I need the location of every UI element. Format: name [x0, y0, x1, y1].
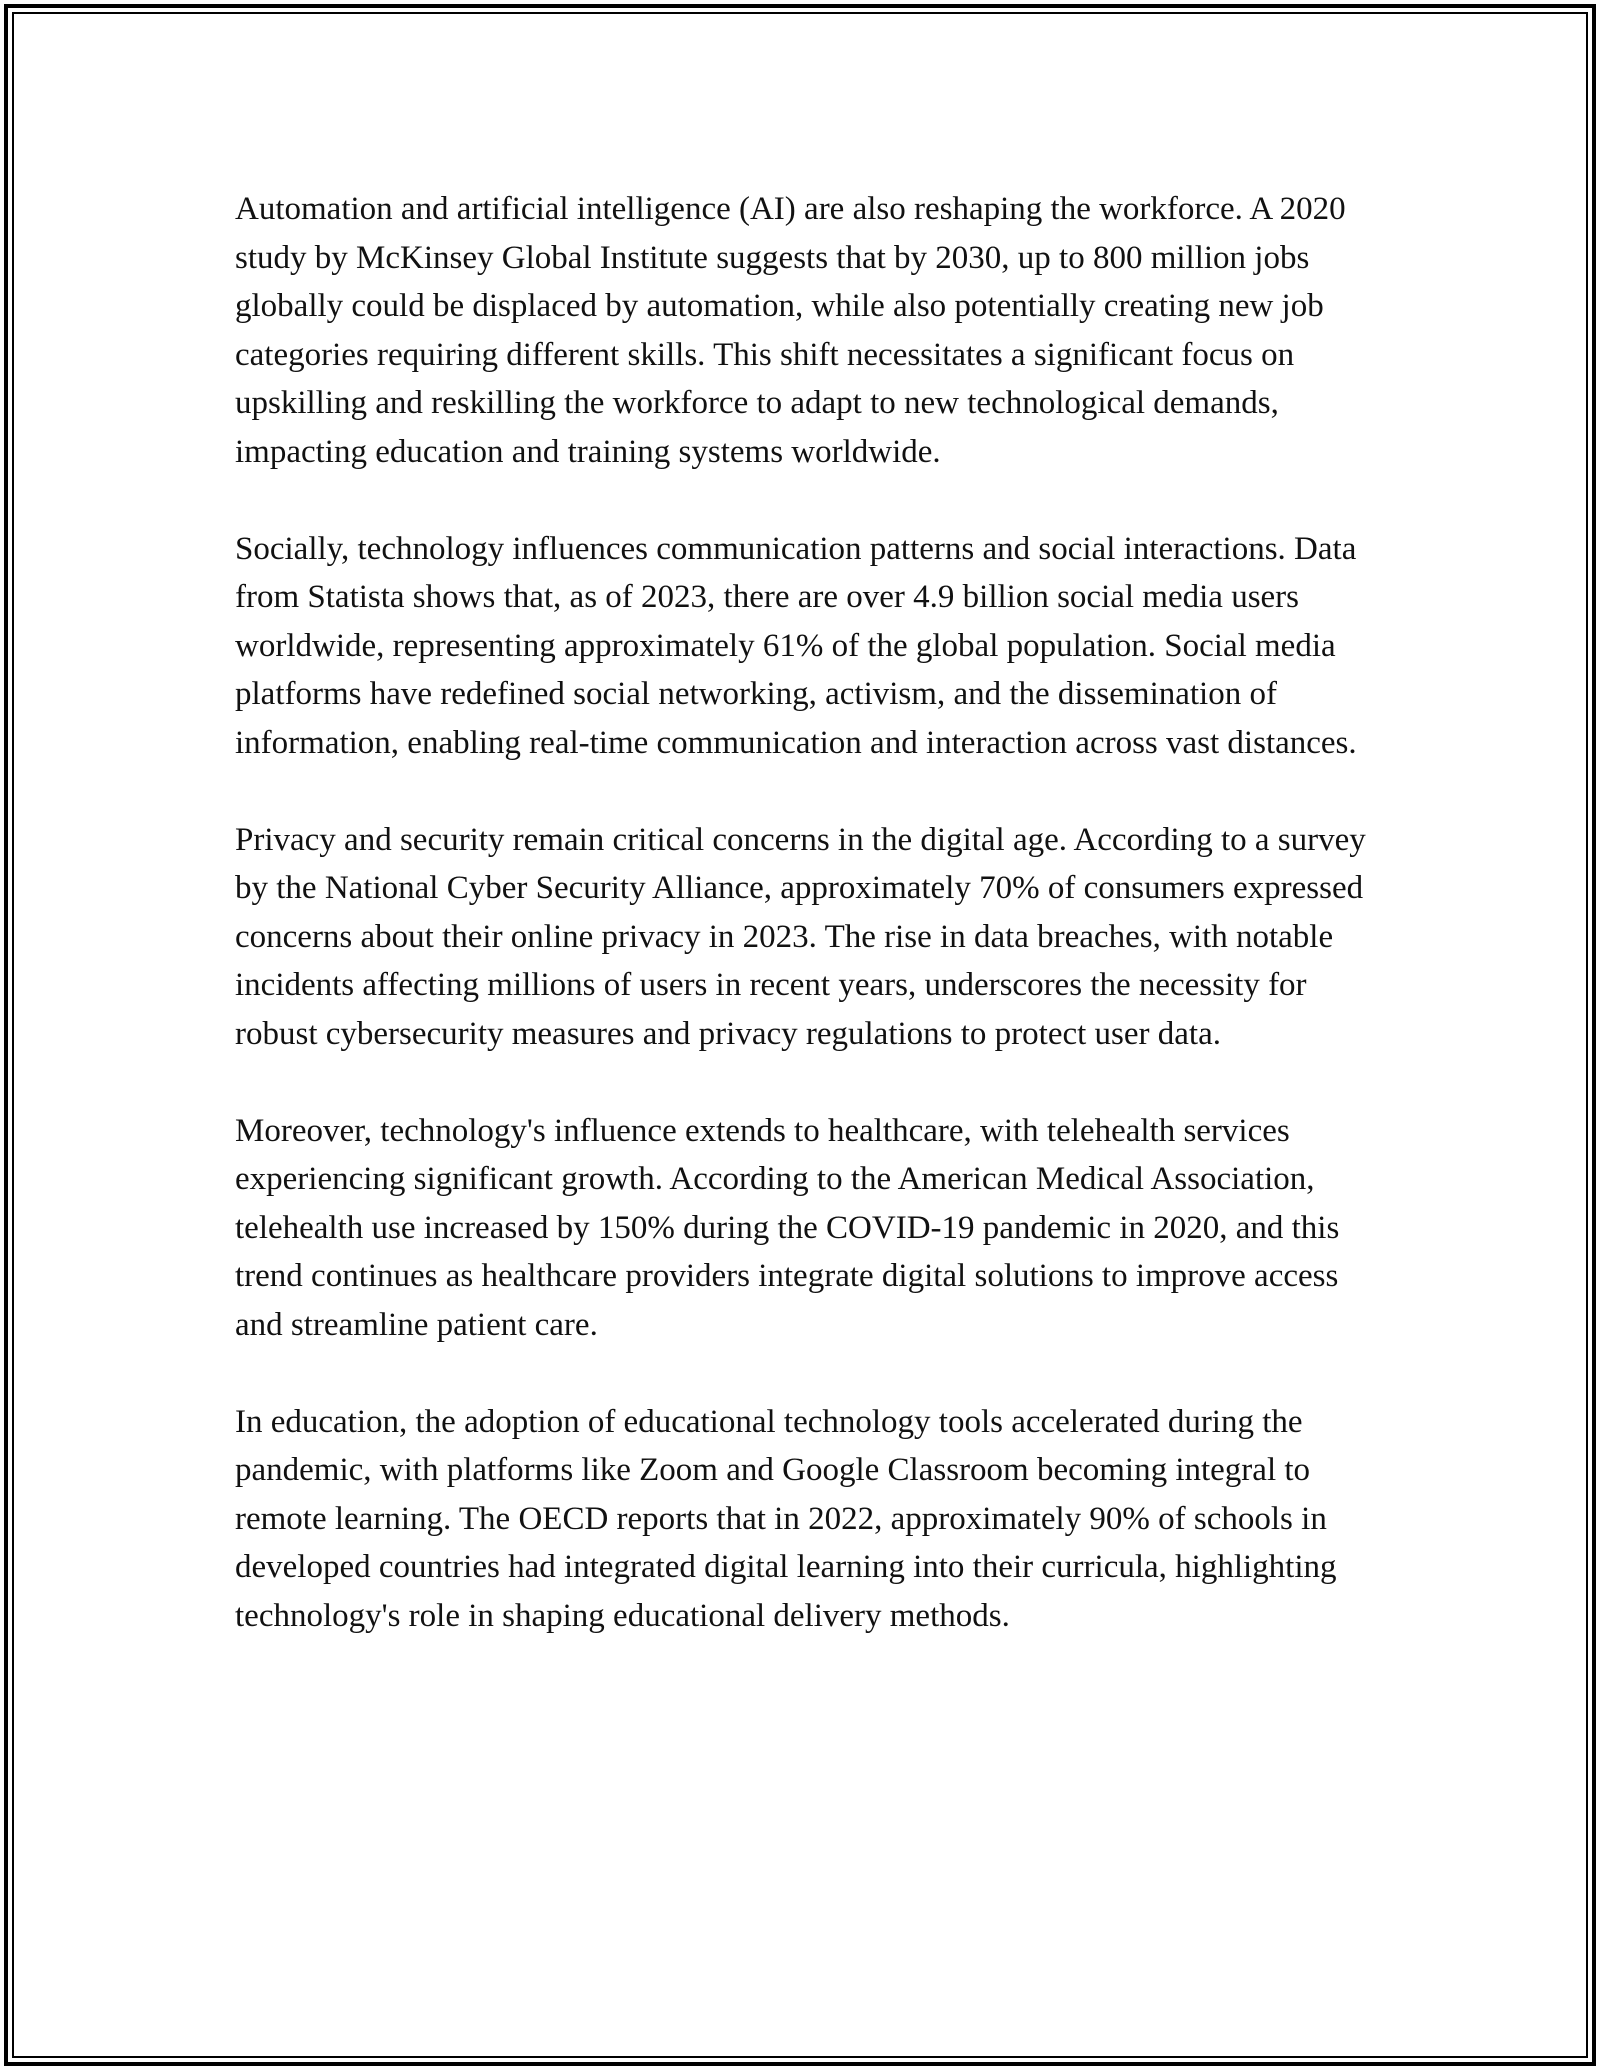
document-body — [235, 185, 1375, 1689]
paragraph-social: Socially, technology influences communication patterns and social interactions. Data from Statista shows that, as of 2023, there are over 4.9 billion social media users worldwide, representing approximately 61% of the global population. Social media platforms have redefined social networking, activism, and the dissemination of information, enabling real-time communication and interaction across vast distances. — [235, 530, 1357, 761]
paragraph-healthcare: Moreover, technology's influence extends to healthcare, with telehealth services experiencing significant growth. According to the American Medical Association, telehealth use increased by 150% during the COVID-19 pandemic in 2020, and this trend continues as healthcare providers integrate digital solutions to improve access and streamline patient care. — [235, 1112, 1340, 1343]
paragraph-education: In education, the adoption of educational technology tools accelerated during the pandemic, with platforms like Zoom and Google Classroom becoming integral to remote learning. The OECD reports that in 2022, approximately 90% of schools in developed countries had integrated digital learning into their curricula, highlighting technology's role in shaping educational delivery methods. — [235, 1403, 1337, 1634]
paragraph-automation: Automation and artificial intelligence (AI) are also reshaping the workforce. A 2020 study by McKinsey Global Institute suggests that by 2030, up to 800 million jobs globally could be displaced by automation, while also potentially creating new job categories requiring different skills. This shift necessitates a significant focus on upskilling and reskilling the workforce to adapt to new technological demands, impacting education and training systems worldwide. — [235, 191, 1346, 470]
paragraph-privacy: Privacy and security remain critical concerns in the digital age. According to a survey by the National Cyber Security Alliance, approximately 70% of consumers expressed concerns about their online privacy in 2023. The rise in data breaches, with notable incidents affecting millions of users in recent years, underscores the necessity for robust cybersecurity measures and privacy regulations to protect user data. — [235, 821, 1366, 1052]
